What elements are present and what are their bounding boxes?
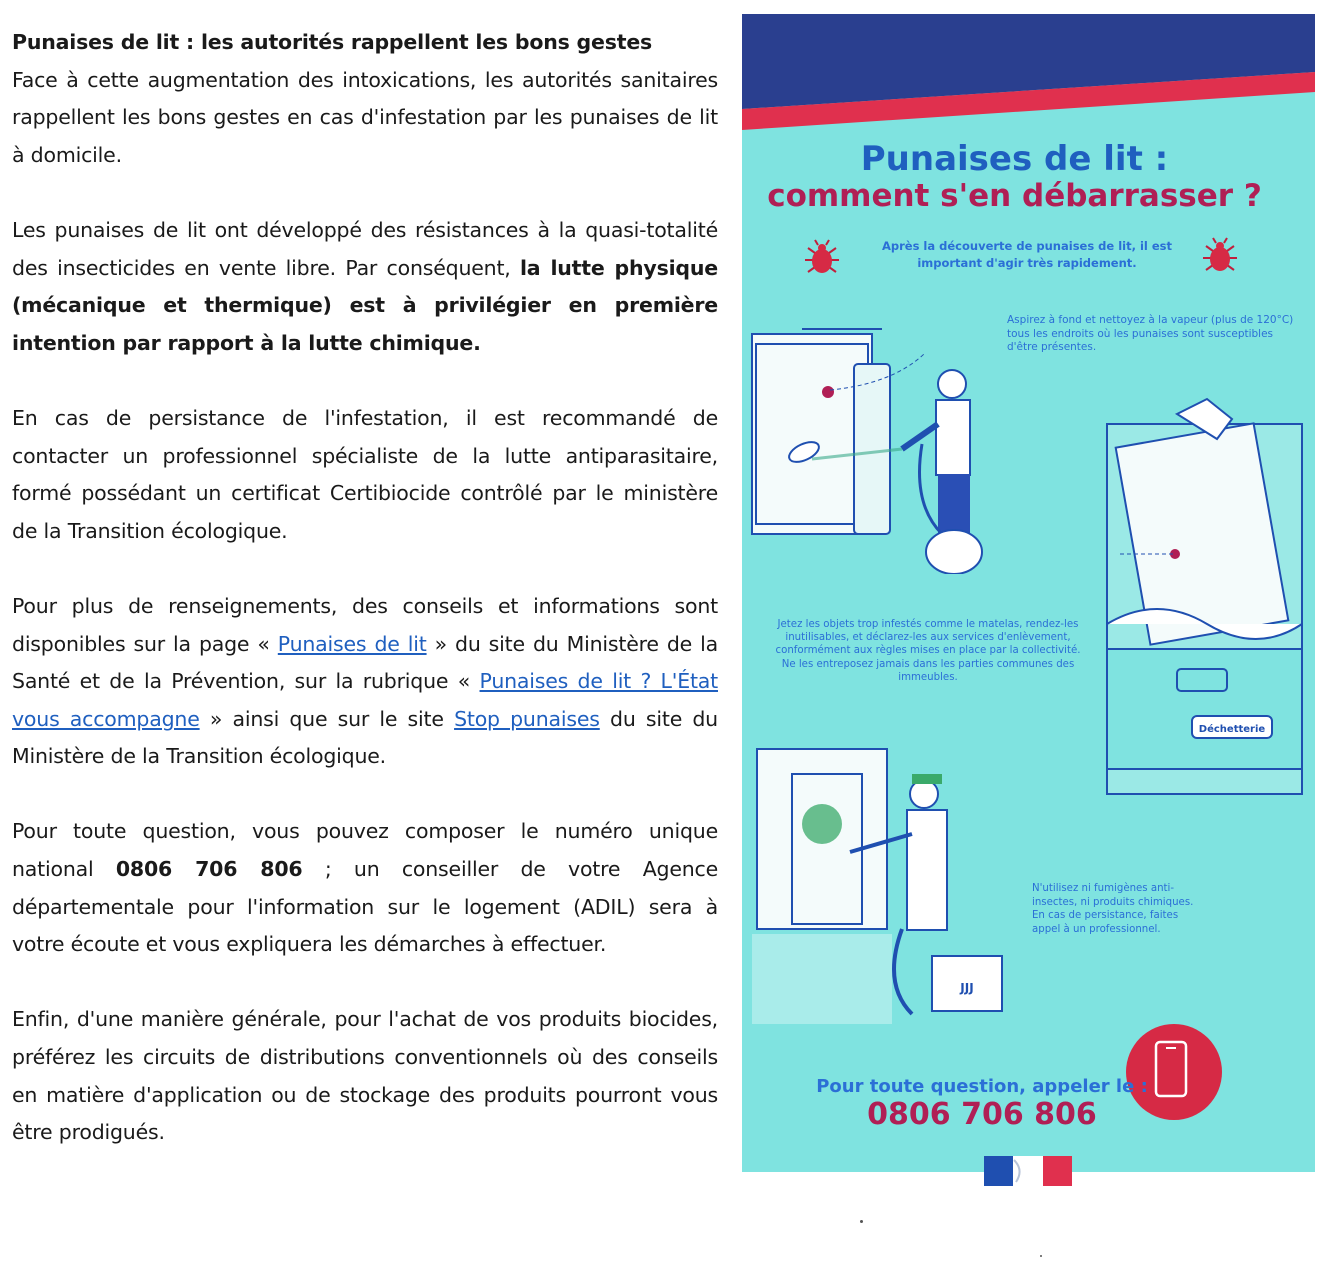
illustration-vacuum-scene: [742, 304, 1042, 574]
poster-tip-chemicals: N'utilisez ni fumigènes anti-insectes, ni produits chimiques. En cas de persistance, faites appel à un professionnel.: [1032, 883, 1194, 935]
paragraph-intro: Face à cette augmentation des intoxications, les autorités sanitaires rappellent les bons gestes en cas d'infestation par les punaises de lit à domicile.: [12, 67, 718, 167]
resources-text-2: » du site du Ministère de la Santé et de la Prévention, sur la rubrique «: [12, 631, 718, 694]
poster-phone-number: 0806 706 806: [867, 1097, 1097, 1132]
poster-question: Pour toute question, appeler le :: [816, 1076, 1148, 1097]
resources-text-3: » ainsi que sur le site: [209, 706, 444, 731]
poster-title-line1: Punaises de lit :: [860, 139, 1169, 179]
link-etat-accompagne[interactable]: Punaises de lit ? L'État vous accompagne: [12, 669, 718, 731]
svg-text:JJJ: JJJ: [960, 981, 974, 995]
dechetterie-label: Déchetterie: [1198, 724, 1266, 735]
header-band: [742, 14, 1315, 134]
bedbug-icon-right: [1198, 234, 1242, 278]
contact-text-2: ; un conseiller de votre Agence départementale pour l'information sur le logement (ADIL) sera à votre écoute et vous expliquera les démarches à effectuer.: [12, 857, 719, 957]
paragraph-biocides: Enfin, d'une manière générale, pour l'achat de vos produits biocides, préférez les circuits de distributions conventionnels où des conseils en matière d'application ou de stockage des produits pourront vous être prodigués.: [12, 1007, 718, 1145]
link-stop-punaises[interactable]: Stop punaises: [454, 706, 600, 731]
illustration-dumpster-scene: [1097, 394, 1307, 804]
poster: [742, 14, 1315, 1172]
paragraph-resources: [12, 588, 718, 776]
resources-text-4: du site du Ministère de la Transition écologique.: [12, 706, 718, 769]
bedbug-icon-left: [800, 236, 844, 280]
poster-tip-vacuum: Aspirez à fond et nettoyez à la vapeur (plus de 120°C) tous les endroits où les punaises sont susceptibles d'être présentes.: [1007, 314, 1294, 353]
paragraph-resistance-text: Les punaises de lit ont développé des résistances à la quasi-totalité des insecticides en vente libre. Par conséquent,: [12, 217, 718, 280]
resources-text-1: Pour plus de renseignements, des conseils et informations sont disponibles sur la page «: [12, 593, 718, 656]
illustration-professional-scene: [752, 734, 1042, 1054]
scan-dot: [1040, 1255, 1042, 1257]
french-republic-flag-logo: [984, 1156, 1072, 1186]
article: [12, 24, 718, 1189]
poster-intro: Après la découverte de punaises de lit, il est important d'agir très rapidement.: [881, 239, 1172, 270]
contact-phone-number: 0806 706 806: [115, 857, 303, 882]
contact-text-1: Pour toute question, vous pouvez composer le numéro unique national: [12, 819, 718, 882]
paragraph-contact: [12, 813, 718, 963]
poster-tip-discard: Jetez les objets trop infestés comme le matelas, rendez-les inutilisables, et déclarez-les aux services d'enlèvement, conformément aux règles mises en place par la collectivité. Ne les entreposez jamais dans les parties communes des immeubles.: [775, 619, 1081, 683]
article-title: Punaises de lit : les autorités rappellent les bons gestes: [12, 30, 653, 54]
paragraph-professional: En cas de persistance de l'infestation, il est recommandé de contacter un professionnel spécialiste de la lutte antiparasitaire, formé possédant un certificat Certibiocide contrôlé par le ministère de la Transition écologique.: [12, 405, 718, 543]
link-punaises-de-lit[interactable]: Punaises de lit: [277, 631, 427, 656]
poster-title-line2: comment s'en débarrasser ?: [767, 178, 1262, 214]
scan-dot: [860, 1220, 863, 1223]
paragraph-resistance: [12, 212, 718, 362]
paragraph-resistance-emphasis: la lutte physique (mécanique et thermique) est à privilégier en première intention par rapport à la lutte chimique.: [12, 255, 718, 355]
